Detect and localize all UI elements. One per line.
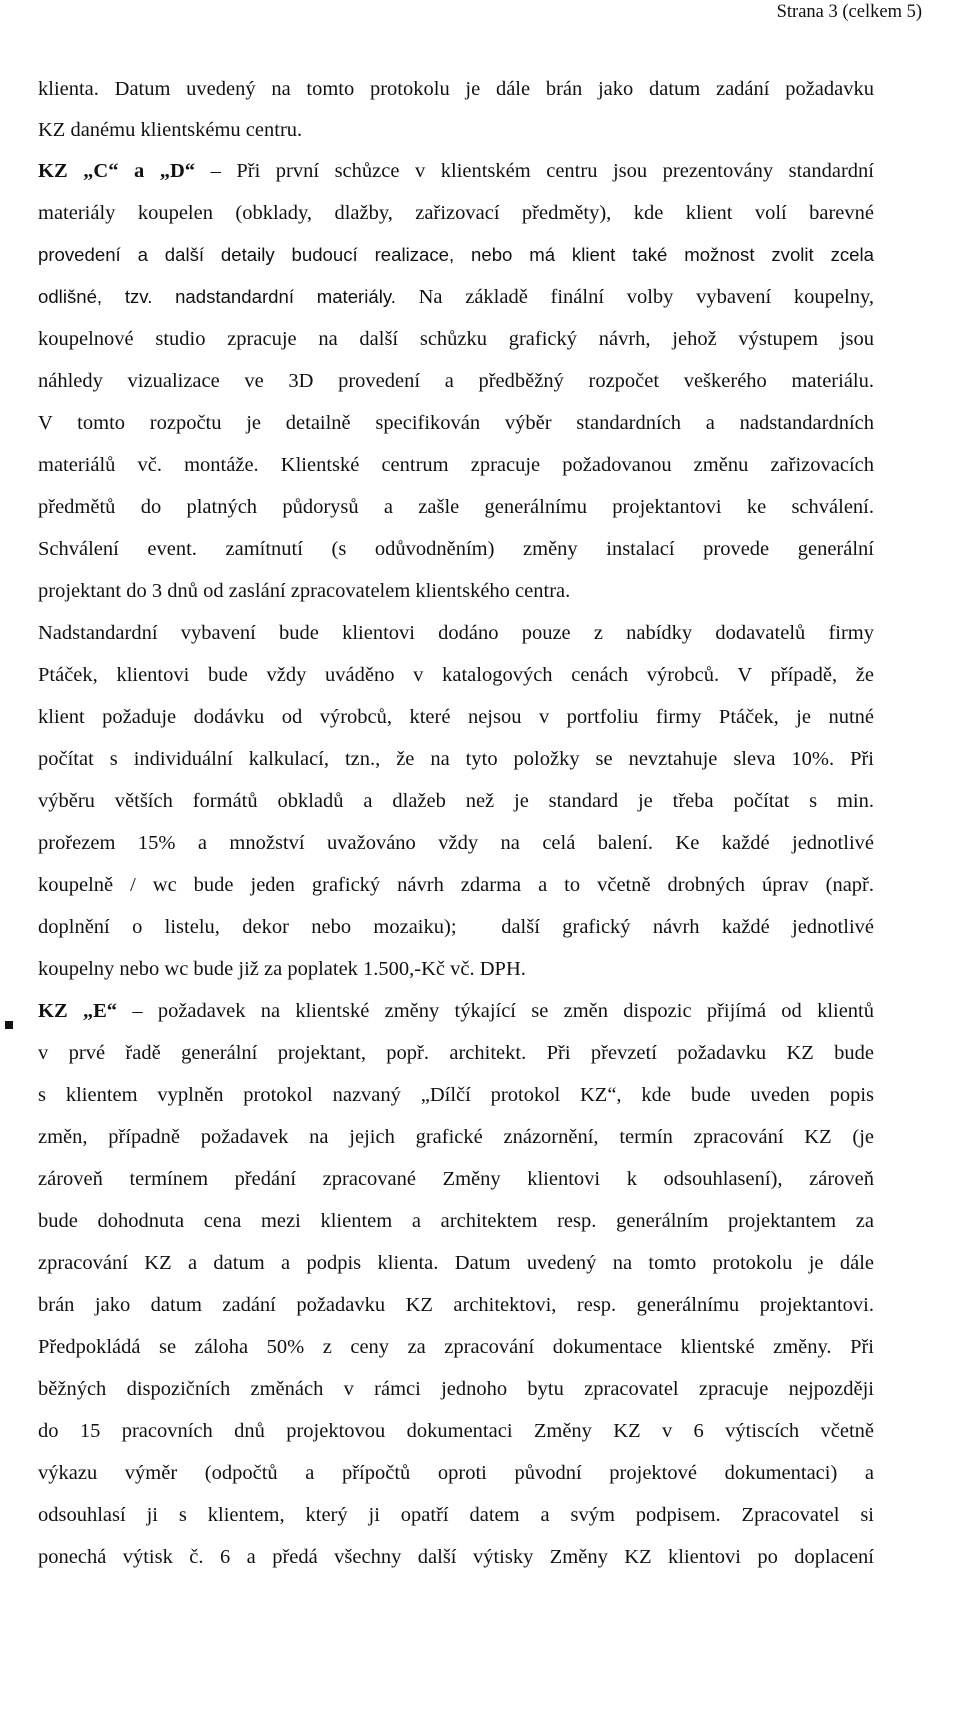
body-line: s klientem vyplněn protokol nazvaný „Dílčí protokol KZ“, kde bude uveden popis xyxy=(38,1084,874,1106)
body-line: Schválení event. zamítnutí (s odůvodněním) změny instalací provede generální xyxy=(38,538,874,560)
body-line: doplnění o listelu, dekor nebo mozaiku); další grafický návrh každé jednotlivé xyxy=(38,916,874,938)
body-line: výkazu výměr (odpočtů a přípočtů oproti původní projektové dokumentaci) a xyxy=(38,1462,874,1484)
body-line xyxy=(38,158,874,184)
body-line: KZ danému klientskému centru. xyxy=(38,119,303,141)
body-line: V tomto rozpočtu je detailně specifikován výběr standardních a nadstandardních xyxy=(38,412,874,434)
body-text: – Při první schůzce v klientském centru jsou prezentovány standardní xyxy=(195,160,874,182)
section-label-kz-e: KZ „E“ xyxy=(38,1000,118,1022)
body-line: počítat s individuální kalkulací, tzn., že na tyto položky se nevztahuje sleva 10%. Při xyxy=(38,748,874,770)
body-line: předmětů do platných půdorysů a zašle generálnímu projektantovi ke schválení. xyxy=(38,496,874,518)
body-line: koupelně / wc bude jeden grafický návrh zdarma a to včetně drobných úprav (např. xyxy=(38,874,874,896)
body-line: náhledy vizualizace ve 3D provedení a předběžný rozpočet veškerého materiálu. xyxy=(38,370,874,392)
body-text: odlišné, tzv. nadstandardní materiály. xyxy=(38,286,396,307)
body-line: materiálů vč. montáže. Klientské centrum zpracuje požadovanou změnu zařizovacích xyxy=(38,454,874,476)
body-line: bude dohodnuta cena mezi klientem a architektem resp. generálním projektantem za xyxy=(38,1210,874,1232)
body-line: projektant do 3 dnů od zaslání zpracovatelem klientského centra. xyxy=(38,580,571,602)
body-line: klient požaduje dodávku od výrobců, které nejsou v portfoliu firmy Ptáček, je nutné xyxy=(38,706,874,728)
body-line: Nadstandardní vybavení bude klientovi dodáno pouze z nabídky dodavatelů firmy xyxy=(38,622,874,644)
body-line xyxy=(38,284,874,310)
body-text: – požadavek na klientské změny týkající se změn dispozic přijímá od klientů xyxy=(117,1000,875,1022)
body-line: zároveň termínem předání zpracované Změny klientovi k odsouhlasení), zároveň xyxy=(38,1168,874,1190)
body-line: materiály koupelen (obklady, dlažby, zařizovací předměty), kde klient volí barevné xyxy=(38,202,874,224)
body-line: ponechá výtisk č. 6 a předá všechny další výtisky Změny KZ klientovi po doplacení xyxy=(38,1546,874,1568)
section-label-kz-cd: KZ „C“ a „D“ xyxy=(38,160,196,182)
page-number-header: Strana 3 (celkem 5) xyxy=(776,2,922,22)
body-line: změn, případně požadavek na jejich grafické znázornění, termín zpracování KZ (je xyxy=(38,1126,874,1148)
body-line: v prvé řadě generální projektant, popř. architekt. Při převzetí požadavku KZ bude xyxy=(38,1042,874,1064)
body-line: zpracování KZ a datum a podpis klienta. Datum uvedený na tomto protokolu je dále xyxy=(38,1252,874,1274)
body-line xyxy=(38,998,874,1024)
body-line: brán jako datum zadání požadavku KZ architektovi, resp. generálnímu projektantovi. xyxy=(38,1294,874,1316)
body-line: výběru větších formátů obkladů a dlažeb než je standard je třeba počítat s min. xyxy=(38,790,874,812)
body-text: Na základě finální volby vybavení koupelny, xyxy=(395,286,875,308)
body-line: odsouhlasí ji s klientem, který ji opatří datem a svým podpisem. Zpracovatel si xyxy=(38,1504,874,1526)
body-line: koupelnové studio zpracuje na další schůzku grafický návrh, jehož výstupem jsou xyxy=(38,328,874,350)
body-line: provedení a další detaily budoucí realizace, nebo má klient také možnost zvolit zcela xyxy=(38,244,874,265)
body-line: koupelny nebo wc bude již za poplatek 1.500,-Kč vč. DPH. xyxy=(38,958,526,980)
body-line: Předpokládá se záloha 50% z ceny za zpracování dokumentace klientské změny. Při xyxy=(38,1336,874,1358)
body-line: prořezem 15% a množství uvažováno vždy na celá balení. Ke každé jednotlivé xyxy=(38,832,874,854)
body-line: do 15 pracovních dnů projektovou dokumentaci Změny KZ v 6 výtiscích včetně xyxy=(38,1420,874,1442)
bullet-marker xyxy=(5,1021,13,1029)
body-line: běžných dispozičních změnách v rámci jednoho bytu zpracovatel zpracuje nejpozději xyxy=(38,1378,874,1400)
body-line: klienta. Datum uvedený na tomto protokolu je dále brán jako datum zadání požadavku xyxy=(38,78,874,100)
body-line: Ptáček, klientovi bude vždy uváděno v katalogových cenách výrobců. V případě, že xyxy=(38,664,874,686)
